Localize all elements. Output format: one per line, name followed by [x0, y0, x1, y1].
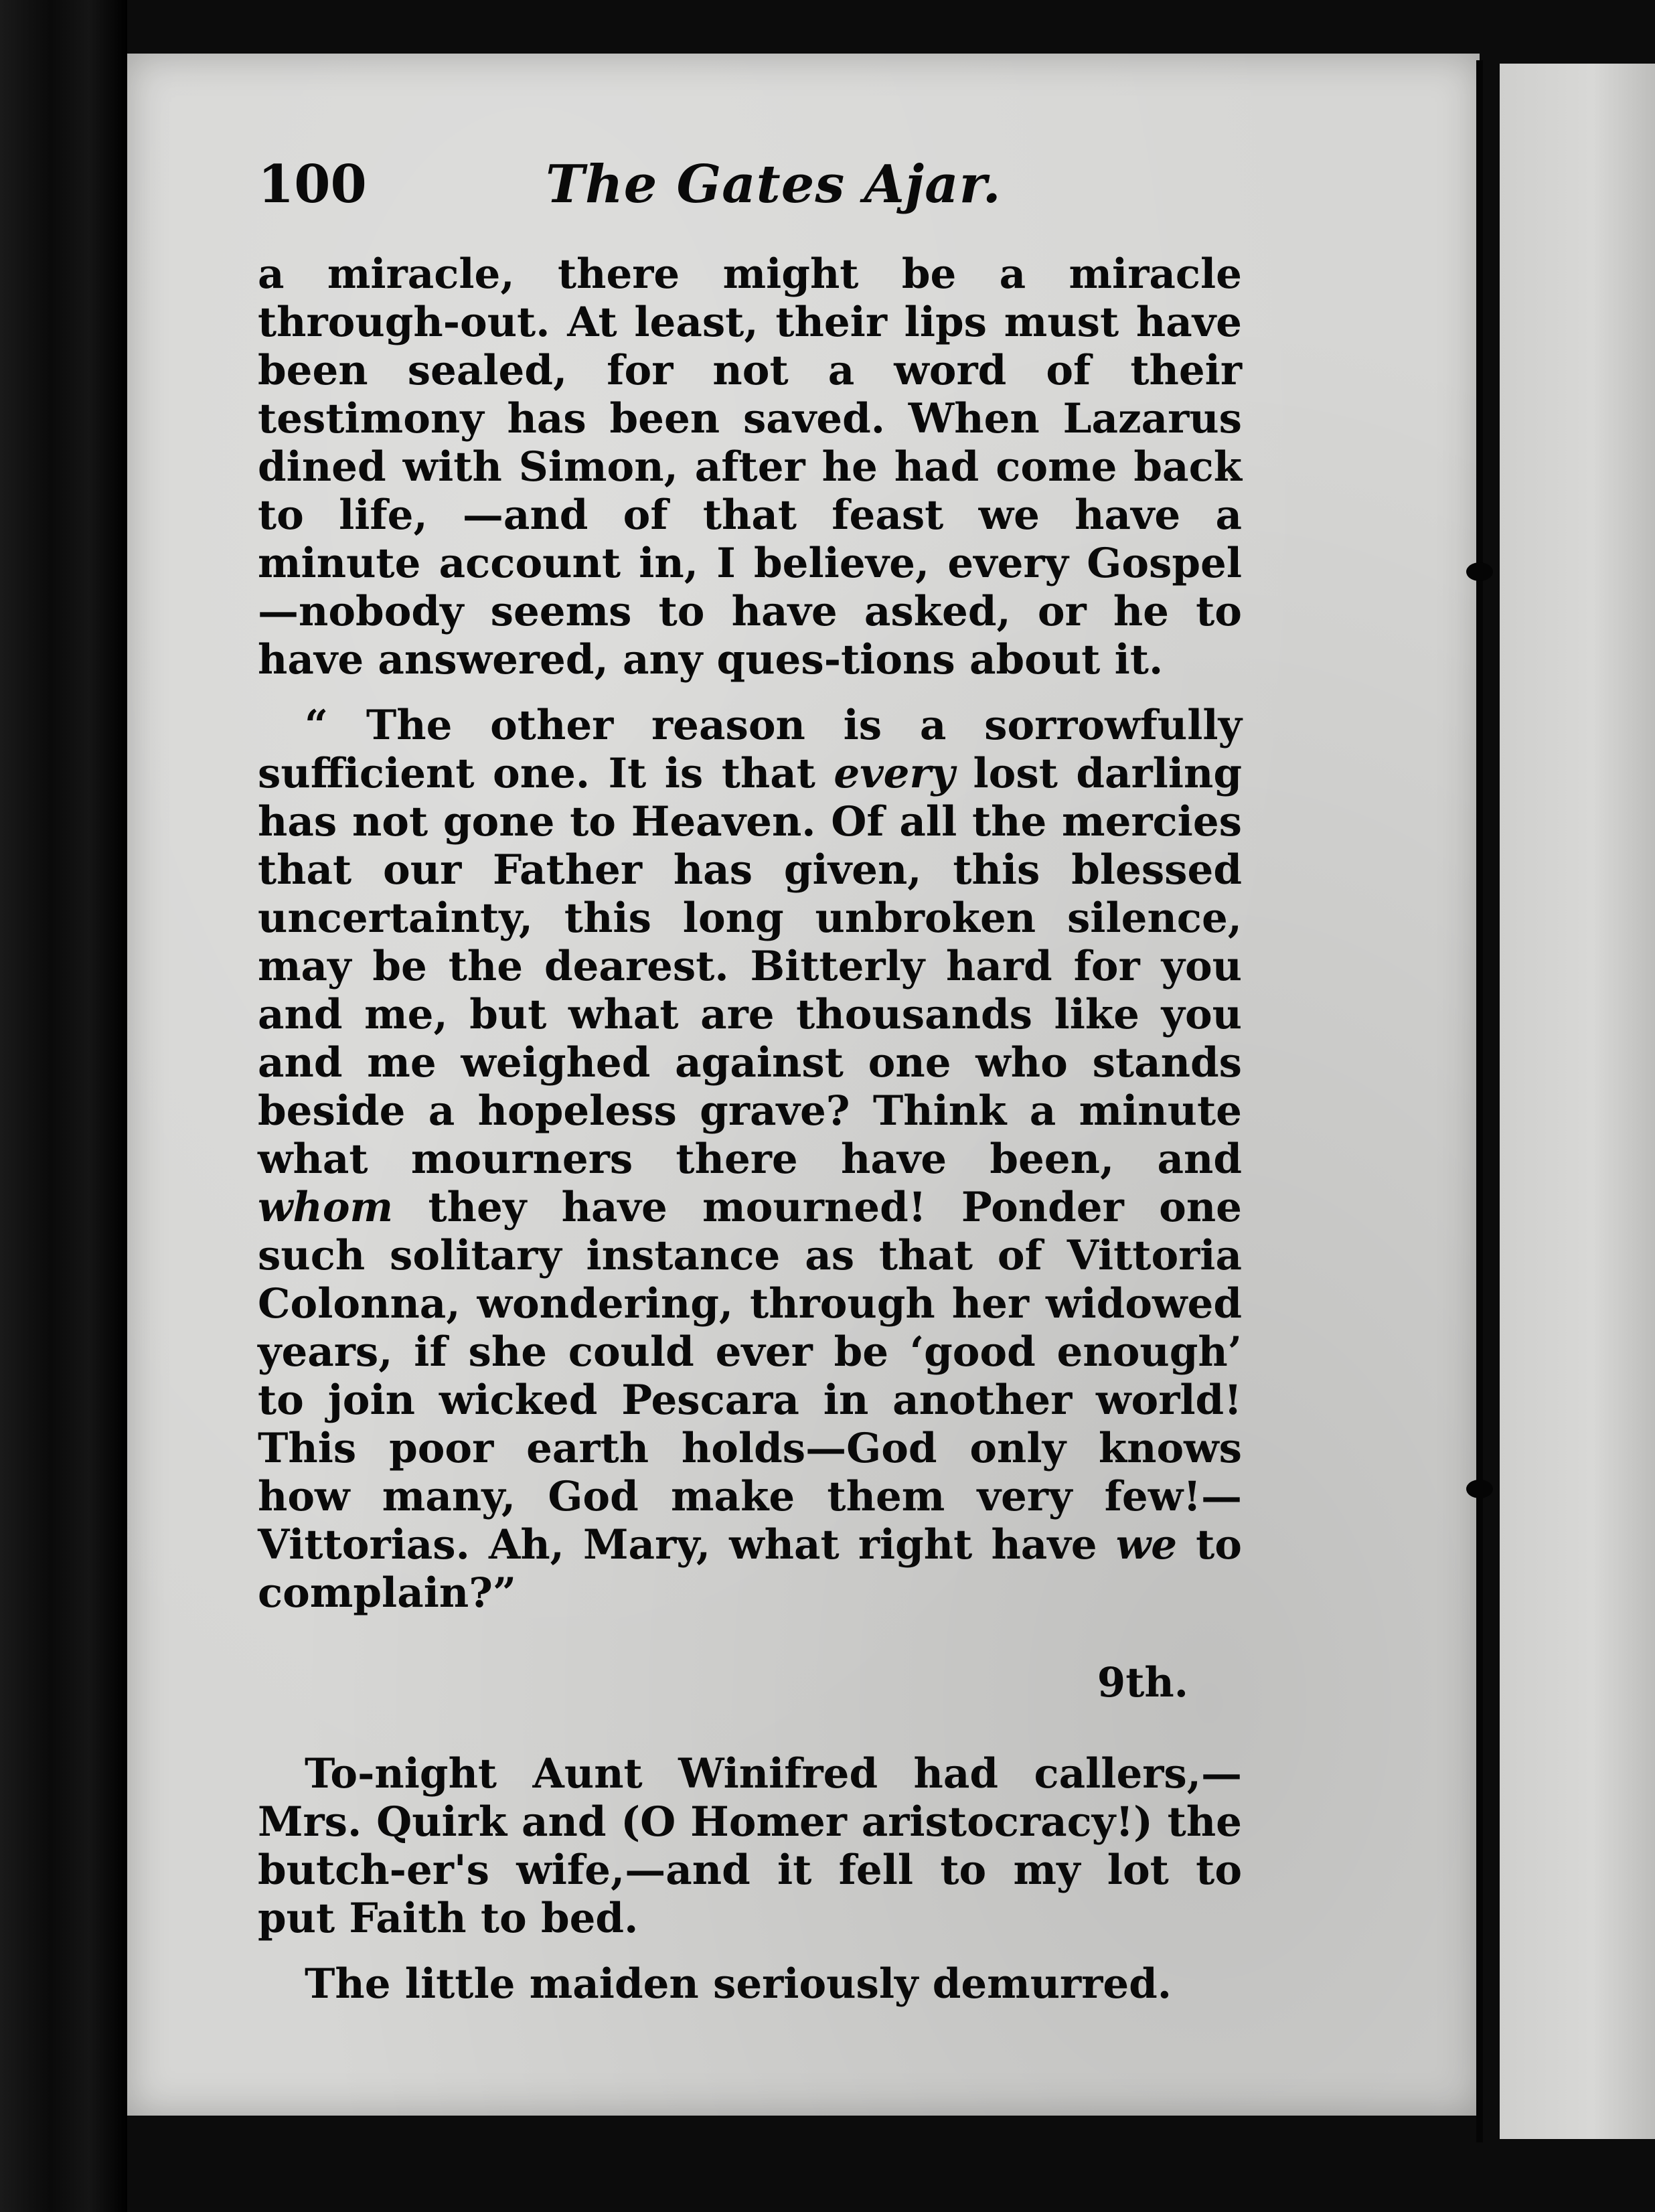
- paragraph: The little maiden seriously demurred.: [305, 1960, 1172, 2008]
- facing-page-edge: [1500, 64, 1655, 2139]
- paragraph: To-night Aunt Winifred had callers,—Mrs. Quirk and (O Homer aristocracy!) the butch-er's wife,—and it fell to my lot to put Faith to bed.: [258, 1750, 1242, 1942]
- date-heading: 9th.: [1097, 1659, 1188, 1707]
- text-run: to complain?”: [258, 1521, 1242, 1617]
- running-title: The Gates Ajar.: [546, 154, 1002, 215]
- binding-stitch: [1466, 1480, 1493, 1498]
- text-run: “ The other reason is a sorrowfully sufficient one. It is that: [258, 702, 1242, 797]
- text-run: they have mourned! Ponder one such solitary instance as that of Vittoria Colonna, wondering, through her widowed years, if she could ever be ‘good enough’ to join wicked Pescara in another world! This poor earth holds—God only knows how many, God make them very few!—Vittorias. Ah, Mary, what right have: [258, 1184, 1242, 1569]
- page-header: [258, 154, 1242, 216]
- italic-text: whom: [258, 1184, 394, 1231]
- binding-stitch: [1466, 562, 1493, 581]
- page-number: 100: [258, 154, 367, 215]
- page-content: [258, 154, 1242, 2008]
- paragraph: a miracle, there might be a miracle through-out. At least, their lips must have been sealed, for not a word of their testimony has been saved. When Lazarus dined with Simon, after he had come back to life, —and of that feast we have a minute account in, I believe, every Gospel—nobody seems to have asked, or he to have answered, any ques-tions about it.: [258, 250, 1242, 684]
- binding-gutter: [1476, 60, 1483, 2142]
- body-text: [258, 250, 1242, 2008]
- italic-text: every: [834, 750, 955, 797]
- left-scan-border: [0, 0, 127, 2212]
- text-run: lost darling has not gone to Heaven. Of all the mercies that our Father has given, this blessed uncertainty, this long unbroken silence, may be the dearest. Bitterly hard for you and me, but what are thousands like you and me weighed against one who stands beside a hopeless grave? Think a minute what mourners there have been, and: [258, 750, 1242, 1183]
- italic-text: we: [1115, 1521, 1178, 1569]
- paragraph: [258, 702, 1242, 1617]
